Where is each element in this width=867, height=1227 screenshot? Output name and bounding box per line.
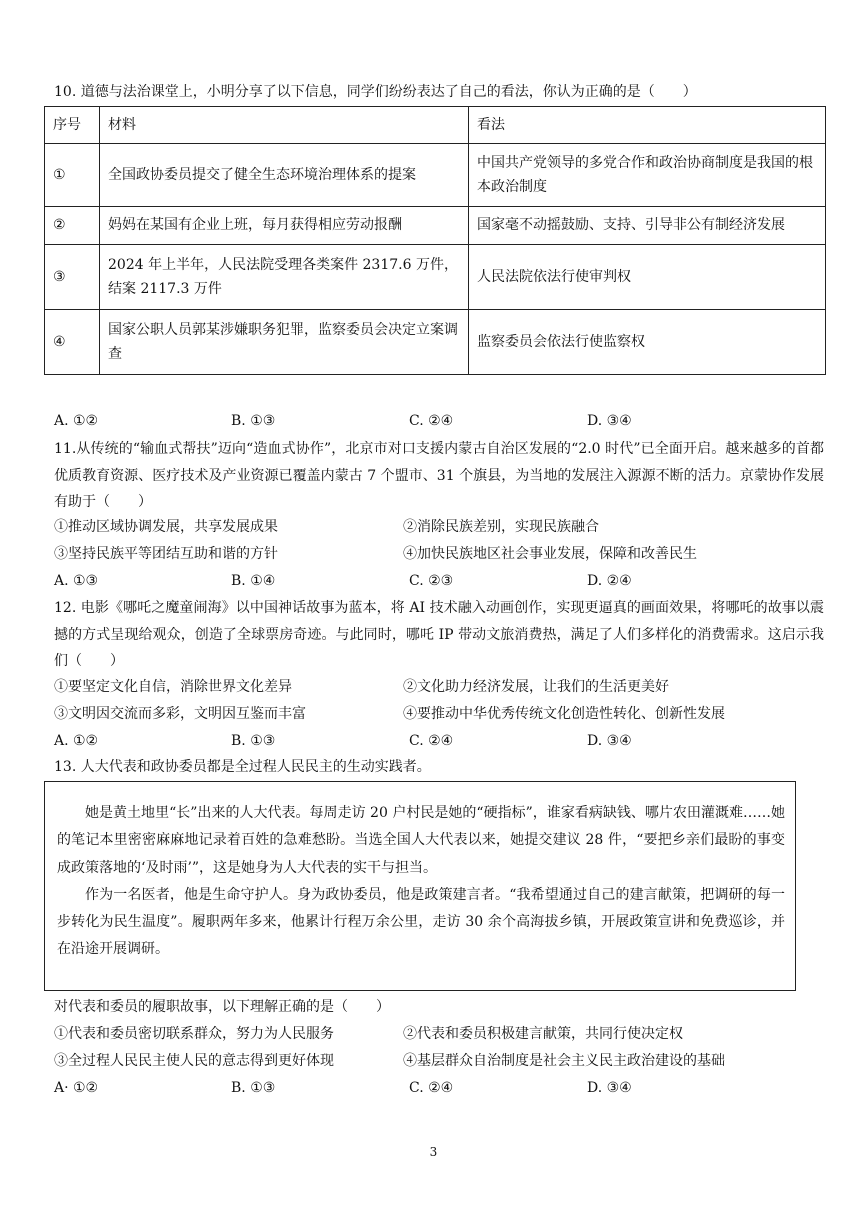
table-row: [45, 144, 826, 207]
table-header-material: 材料: [100, 107, 469, 144]
material-paragraph-1: 她是黄土地里“长”出来的人大代表。每周走访 20 户村民是她的“硬指标”，谁家看病缺钱、哪片农田灌溉难……她的笔记本里密密麻麻地记录着百姓的急难愁盼。当选全国人大代表以来，她提交建议 28 件，“要把乡亲们最盼的事变成政策落地的‘及时雨’”，这是她身为人大代表的实干与担当。: [57, 805, 785, 876]
statement-row: [54, 676, 834, 703]
statement-2: ②消除民族差别，实现民族融合: [403, 519, 599, 535]
question-13-stem-block: [54, 756, 824, 778]
table-row: [45, 245, 826, 310]
option-d[interactable]: D. ③④: [587, 733, 632, 749]
statement-row: [54, 1023, 834, 1050]
option-c[interactable]: C. ②④: [409, 733, 454, 749]
question-12-stem: 12. 电影《哪吒之魔童闹海》以中国神话故事为蓝本，将 AI 技术融入动画创作，实现更逼真的画面效果，将哪吒的故事以震撼的方式呈现给观众，创造了全球票房奇迹。与此同时，哪吒 IP 带动文旅消费热，满足了人们多样化的消费需求。这启示我们（ ）: [54, 600, 824, 670]
statement-2: ②代表和委员积极建言献策，共同行使决定权: [403, 1026, 683, 1042]
table-cell-view: 人民法院依法行使审判权: [469, 245, 826, 310]
page-number: 3: [429, 1145, 438, 1159]
table-cell-view: 国家毫不动摇鼓励、支持、引导非公有制经济发展: [469, 207, 826, 245]
statement-row: [54, 543, 834, 570]
statement-row: [54, 516, 834, 543]
statement-3: ③坚持民族平等团结互助和谐的方针: [54, 546, 278, 562]
material-paragraph-2: 作为一名医者，他是生命守护人。身为政协委员，他是政策建言者。“我希望通过自己的建言献策，把调研的每一步转化为民生温度”。履职两年多来，他累计行程万余公里，走访 30 余个高海拔乡镇，开展政策宣讲和免费巡诊，并在沿途开展调研。: [57, 886, 785, 958]
statement-4: ④加快民族地区社会事业发展，保障和改善民生: [403, 546, 697, 562]
statement-1: ①代表和委员密切联系群众，努力为人民服务: [54, 1026, 334, 1042]
table-header-view: 看法: [469, 107, 826, 144]
option-a[interactable]: A. ①③: [54, 573, 99, 589]
option-a[interactable]: A. ①②: [54, 733, 99, 749]
option-a[interactable]: A. ①②: [54, 413, 99, 429]
table-cell-view: 中国共产党领导的多党合作和政治协商制度是我国的根本政治制度: [469, 144, 826, 207]
table-header-no: 序号: [45, 107, 100, 144]
question-10-table: [44, 106, 826, 375]
statement-3: ③文明因交流而多彩，文明因互鉴而丰富: [54, 706, 306, 722]
table-cell-view: 监察委员会依法行使监察权: [469, 310, 826, 375]
question-13-question: 对代表和委员的履职故事，以下理解正确的是（ ）: [54, 999, 390, 1015]
question-11-stem-block: [54, 436, 824, 516]
statement-3: ③全过程人民民主使人民的意志得到更好体现: [54, 1053, 334, 1069]
statement-4: ④要推动中华优秀传统文化创造性转化、创新性发展: [403, 706, 725, 722]
table-cell-material: 全国政协委员提交了健全生态环境治理体系的提案: [100, 144, 469, 207]
question-10-options: [54, 410, 834, 434]
question-10-stem-block: [54, 81, 824, 103]
question-12-statements: [54, 676, 834, 730]
statement-row: [54, 703, 834, 730]
statement-2: ②文化助力经济发展，让我们的生活更美好: [403, 679, 669, 695]
question-11-statements: [54, 516, 834, 570]
question-11-stem: 11.从传统的“输血式帮扶”迈向“造血式协作”，北京市对口支援内蒙古自治区发展的“2.0 时代”已全面开启。越来越多的首都优质教育资源、医疗技术及产业资源已覆盖内蒙古 7 个盟市、31 个旗县，为当地的发展注入源源不断的活力。京蒙协作发展有助于（ ）: [54, 441, 824, 511]
option-d[interactable]: D. ③④: [587, 1080, 632, 1096]
table-row: [45, 207, 826, 245]
option-c[interactable]: C. ②③: [409, 573, 454, 589]
option-c[interactable]: C. ②④: [409, 1080, 454, 1096]
table-cell-material: 2024 年上半年，人民法院受理各类案件 2317.6 万件，结案 2117.3 万件: [100, 245, 469, 310]
question-11-options: [54, 570, 834, 594]
table-header-row: [45, 107, 826, 144]
option-b[interactable]: B. ①③: [231, 733, 276, 749]
table-cell-material: 妈妈在某国有企业上班，每月获得相应劳动报酬: [100, 207, 469, 245]
question-12-stem-block: [54, 595, 824, 675]
statement-4: ④基层群众自治制度是社会主义民主政治建设的基础: [403, 1053, 725, 1069]
option-a[interactable]: A· ①②: [54, 1080, 99, 1096]
question-10-stem: 10. 道德与法治课堂上，小明分享了以下信息，同学们纷纷表达了自己的看法，你认为正确的是（ ）: [54, 84, 697, 100]
option-b[interactable]: B. ①④: [231, 573, 276, 589]
question-13-stem: 13. 人大代表和政协委员都是全过程人民民主的生动实践者。: [54, 759, 431, 775]
statement-1: ①推动区域协调发展，共享发展成果: [54, 519, 278, 535]
material-box: [44, 781, 796, 991]
question-13-question-block: [54, 996, 824, 1018]
option-b[interactable]: B. ①③: [231, 413, 276, 429]
option-d[interactable]: D. ③④: [587, 413, 632, 429]
question-12-options: [54, 730, 834, 754]
question-13-options: [54, 1077, 834, 1101]
table-cell-no: ①: [45, 144, 100, 207]
statement-row: [54, 1050, 834, 1077]
table-cell-material: 国家公职人员郭某涉嫌职务犯罪，监察委员会决定立案调查: [100, 310, 469, 375]
option-d[interactable]: D. ②④: [587, 573, 632, 589]
table-cell-no: ②: [45, 207, 100, 245]
statement-1: ①要坚定文化自信，消除世界文化差异: [54, 679, 292, 695]
table-cell-no: ④: [45, 310, 100, 375]
table-cell-no: ③: [45, 245, 100, 310]
option-c[interactable]: C. ②④: [409, 413, 454, 429]
option-b[interactable]: B. ①③: [231, 1080, 276, 1096]
question-13-statements: [54, 1023, 834, 1077]
table-row: [45, 310, 826, 375]
